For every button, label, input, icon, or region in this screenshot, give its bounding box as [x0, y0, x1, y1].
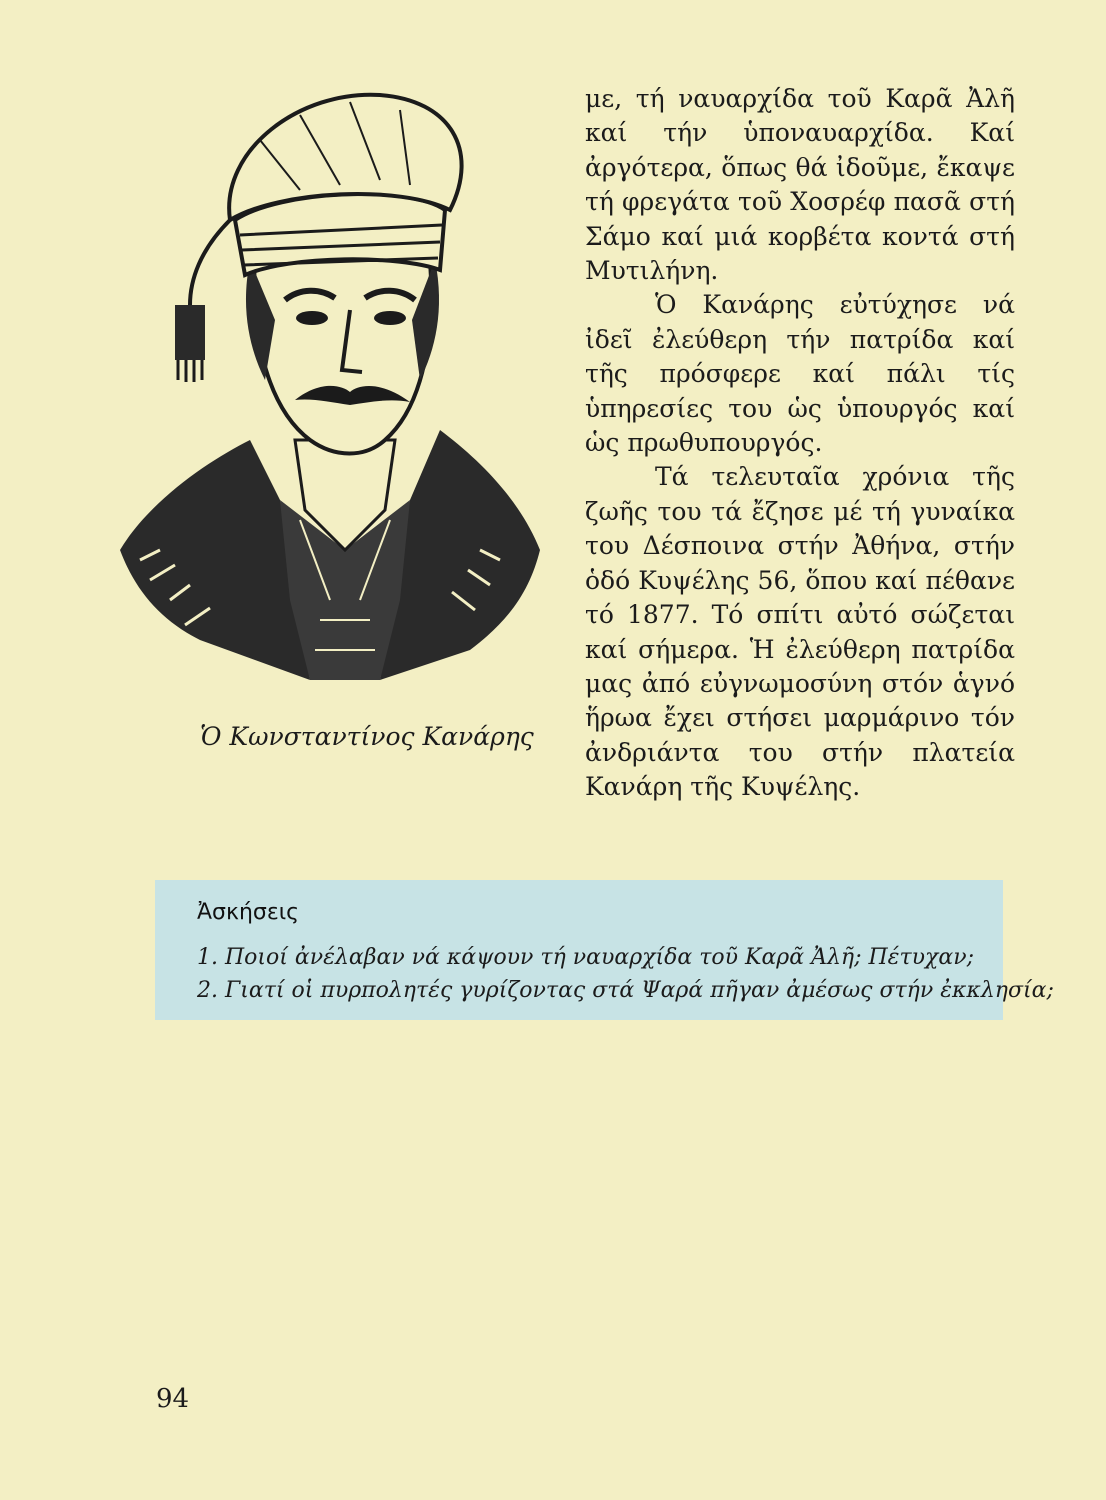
- body-text: [585, 82, 1015, 805]
- paragraph-3: Τά τελευταῖα χρόνια τῆς ζωῆς του τά ἔζησε μέ τή γυναίκα του Δέσποινα στήν Ἀθήνα, στήν ὁδό Κυψέλης 56, ὅπου καί πέθανε τό 1877. Τό σπίτι αὐτό σώζεται καί σήμερα. Ἡ ἐλεύθερη πατρίδα μας ἀπό εὐγνωμοσύνη στόν ἁγνό ἥρωα ἔχει στήσει μαρμάρινο τόν ἀνδριάντα του στήν πλατεία Κανάρη τῆς Κυψέλης.: [585, 462, 1015, 802]
- kanaris-portrait-drawing: [80, 80, 560, 720]
- exercises-box: [155, 880, 1054, 1020]
- portrait-illustration: [80, 80, 560, 720]
- exercises-title: Ἀσκήσεις: [197, 900, 300, 925]
- paragraph-2: Ὁ Κανάρης εὐτύχησε νά ἰδεῖ ἐλεύθερη τήν πατρίδα καί τῆς πρόσφερε καί πάλι τίς ὑπηρεσίες του ὡς ὑπουργός καί ὡς πρωθυπουργός.: [585, 290, 1015, 458]
- portrait-caption: Ὁ Κωνσταντίνος Κανάρης: [200, 722, 534, 751]
- page-number: 94: [156, 1384, 190, 1414]
- paragraph-1: με, τή ναυαρχίδα τοῦ Καρᾶ Ἀλῆ καί τήν ὑποναυαρχίδα. Καί ἀργότερα, ὅπως θά ἰδοῦμε, ἔκαψε τή φρεγάτα τοῦ Χοσρέφ πασᾶ στή Σάμο καί μιά κορβέτα κοντά στή Μυτιλήνη.: [585, 84, 1015, 286]
- exercise-item: 2. Γιατί οἱ πυρπολητές γυρίζοντας στά Ψαρά πῆγαν ἀμέσως στήν ἐκκλησία;: [197, 978, 1054, 1003]
- exercise-item: 1. Ποιοί ἀνέλαβαν νά κάψουν τή ναυαρχίδα τοῦ Καρᾶ Ἀλῆ; Πέτυχαν;: [197, 945, 975, 970]
- exercises-list: [197, 941, 1054, 1007]
